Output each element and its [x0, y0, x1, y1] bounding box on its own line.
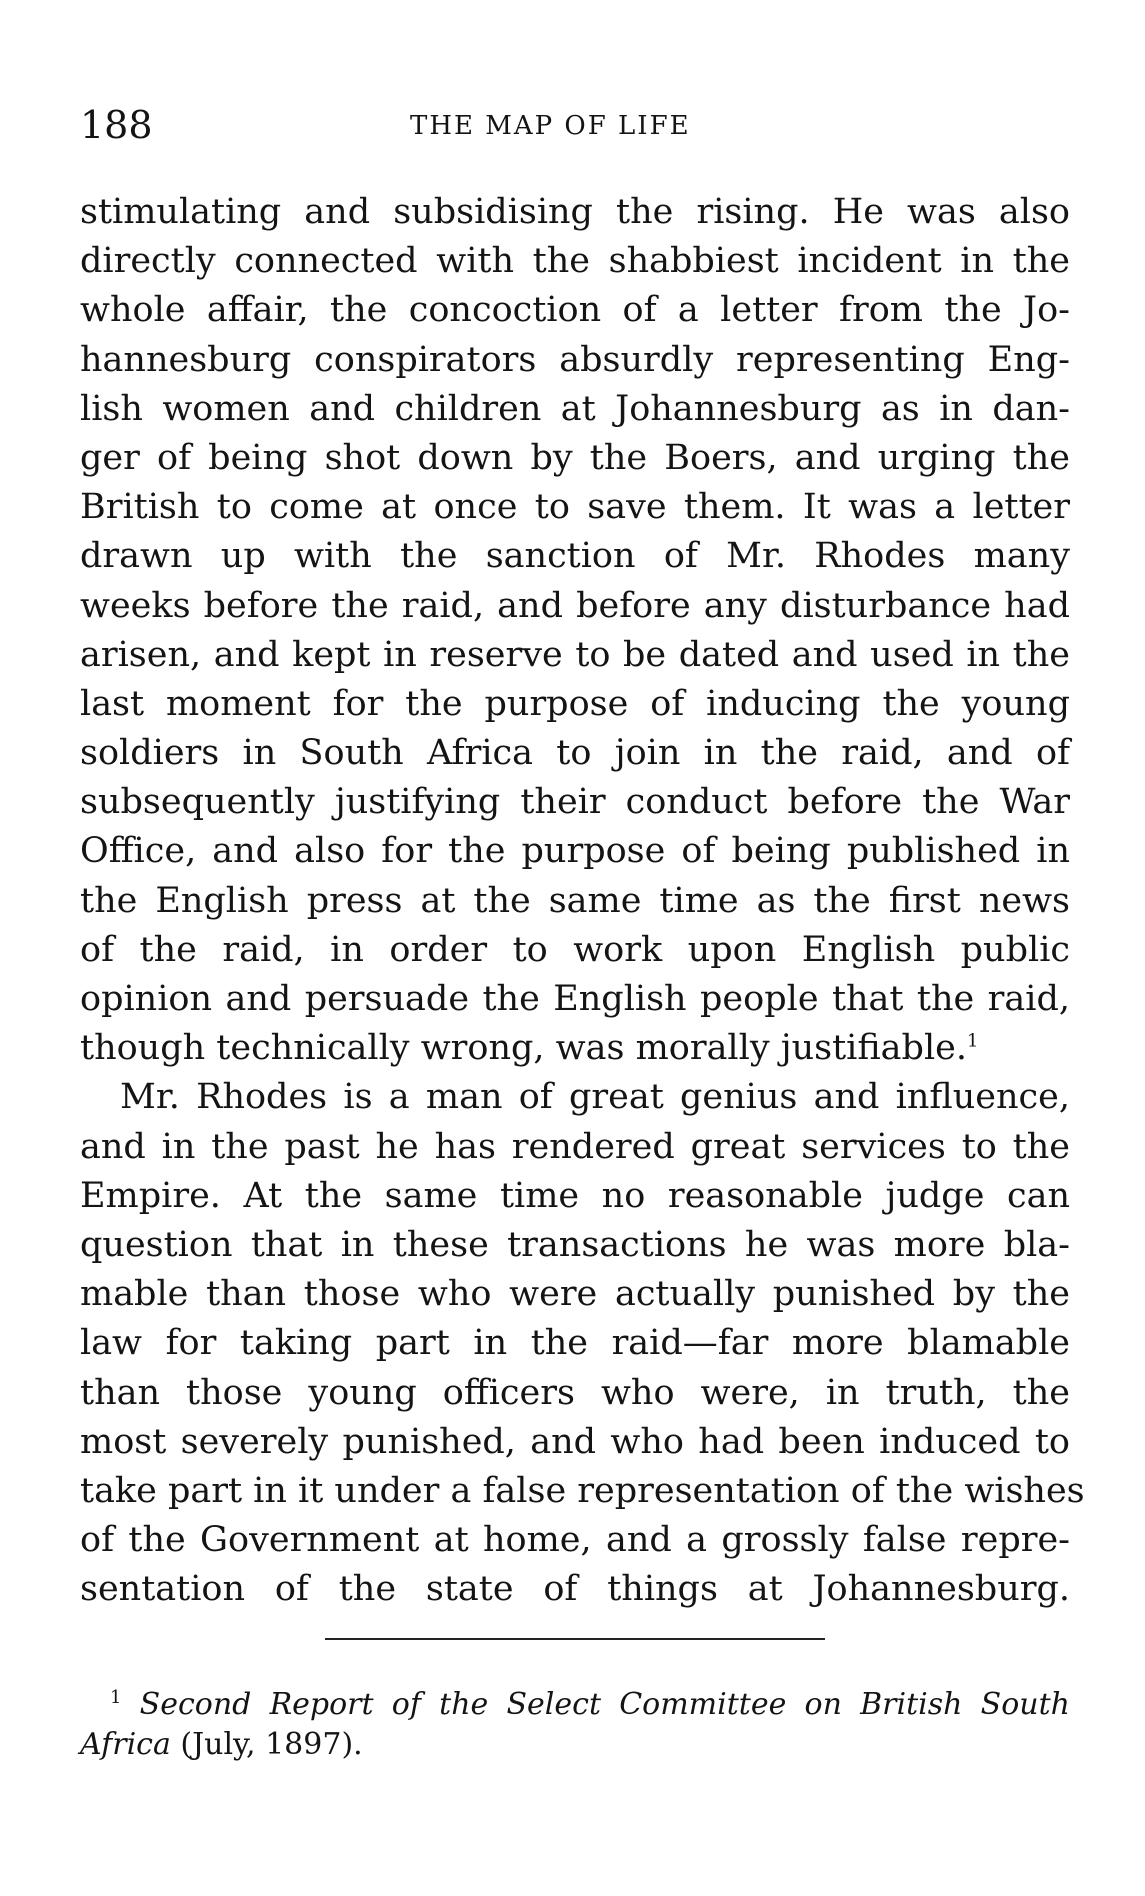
text-line: of the raid, in order to work upon English public — [80, 929, 1070, 970]
text-line: mable than those who were actually punished by the — [80, 1274, 1070, 1315]
text-line: sentation of the state of things at Johannesburg. — [80, 1569, 1070, 1610]
text-line: though technically wrong, was morally justifiable. — [80, 1028, 967, 1069]
text-line: law for taking part in the raid—far more blamable — [80, 1323, 1070, 1364]
text-line: take part in it under a false representation of the wishes — [80, 1470, 1085, 1511]
text-line: directly connected with the shabbiest incident in the — [80, 241, 1070, 282]
text-line: and in the past he has rendered great services to the — [80, 1126, 1070, 1167]
running-head — [80, 100, 1070, 150]
footnote-reference[interactable]: 1 — [966, 1030, 979, 1052]
text-line: most severely punished, and who had been induced to — [80, 1421, 1070, 1462]
footnote-title: Second Report of the Select Committee on British South — [139, 1687, 1070, 1722]
text-line: than those young officers who were, in truth, the — [80, 1372, 1070, 1413]
body-text — [80, 188, 1085, 1614]
paragraph-end-line — [80, 1024, 1070, 1073]
footnote — [80, 1685, 1070, 1765]
text-line: Mr. Rhodes is a man of great genius and influence, — [120, 1077, 1070, 1118]
text-line: weeks before the raid, and before any disturbance had — [80, 585, 1070, 626]
footnote-divider — [325, 1638, 825, 1640]
text-line: soldiers in South Africa to join in the raid, and of — [80, 733, 1070, 774]
text-line: stimulating and subsidising the rising. He was also — [80, 192, 1070, 232]
text-line: ger of being shot down by the Boers, and urging the — [80, 437, 1070, 478]
text-line: opinion and persuade the English people that the raid, — [80, 979, 1070, 1019]
footnote-marker: 1 — [110, 1687, 122, 1708]
footnote-line-1 — [80, 1685, 1070, 1725]
footnote-title-end: Africa — [80, 1727, 171, 1762]
text-line: arisen, and kept in reserve to be dated and used in the — [80, 634, 1070, 675]
text-line: of the Government at home, and a grossly false repre- — [80, 1520, 1070, 1561]
text-line: subsequently justifying their conduct before the War — [80, 782, 1070, 823]
text-line: Empire. At the same time no reasonable judge can — [80, 1175, 1070, 1216]
text-line: hannesburg conspirators absurdly representing Eng- — [80, 339, 1070, 380]
page-number: 188 — [80, 103, 153, 147]
text-line: British to come at once to save them. It was a letter — [80, 487, 1070, 528]
footnote-line-2 — [80, 1725, 1070, 1765]
text-line: whole affair, the concoction of a letter from the Jo- — [80, 290, 1070, 331]
text-line: Office, and also for the purpose of being published in — [80, 831, 1070, 872]
text-line: the English press at the same time as the first news — [80, 880, 1070, 921]
running-title: THE MAP OF LIFE — [410, 111, 691, 141]
text-line: question that in these transactions he was more bla- — [80, 1224, 1070, 1265]
footnote-date: (July, 1897). — [170, 1727, 363, 1762]
text-line: lish women and children at Johannesburg as in dan- — [80, 388, 1070, 429]
text-line: drawn up with the sanction of Mr. Rhodes many — [80, 536, 1070, 577]
text-line: last moment for the purpose of inducing the young — [80, 683, 1070, 724]
